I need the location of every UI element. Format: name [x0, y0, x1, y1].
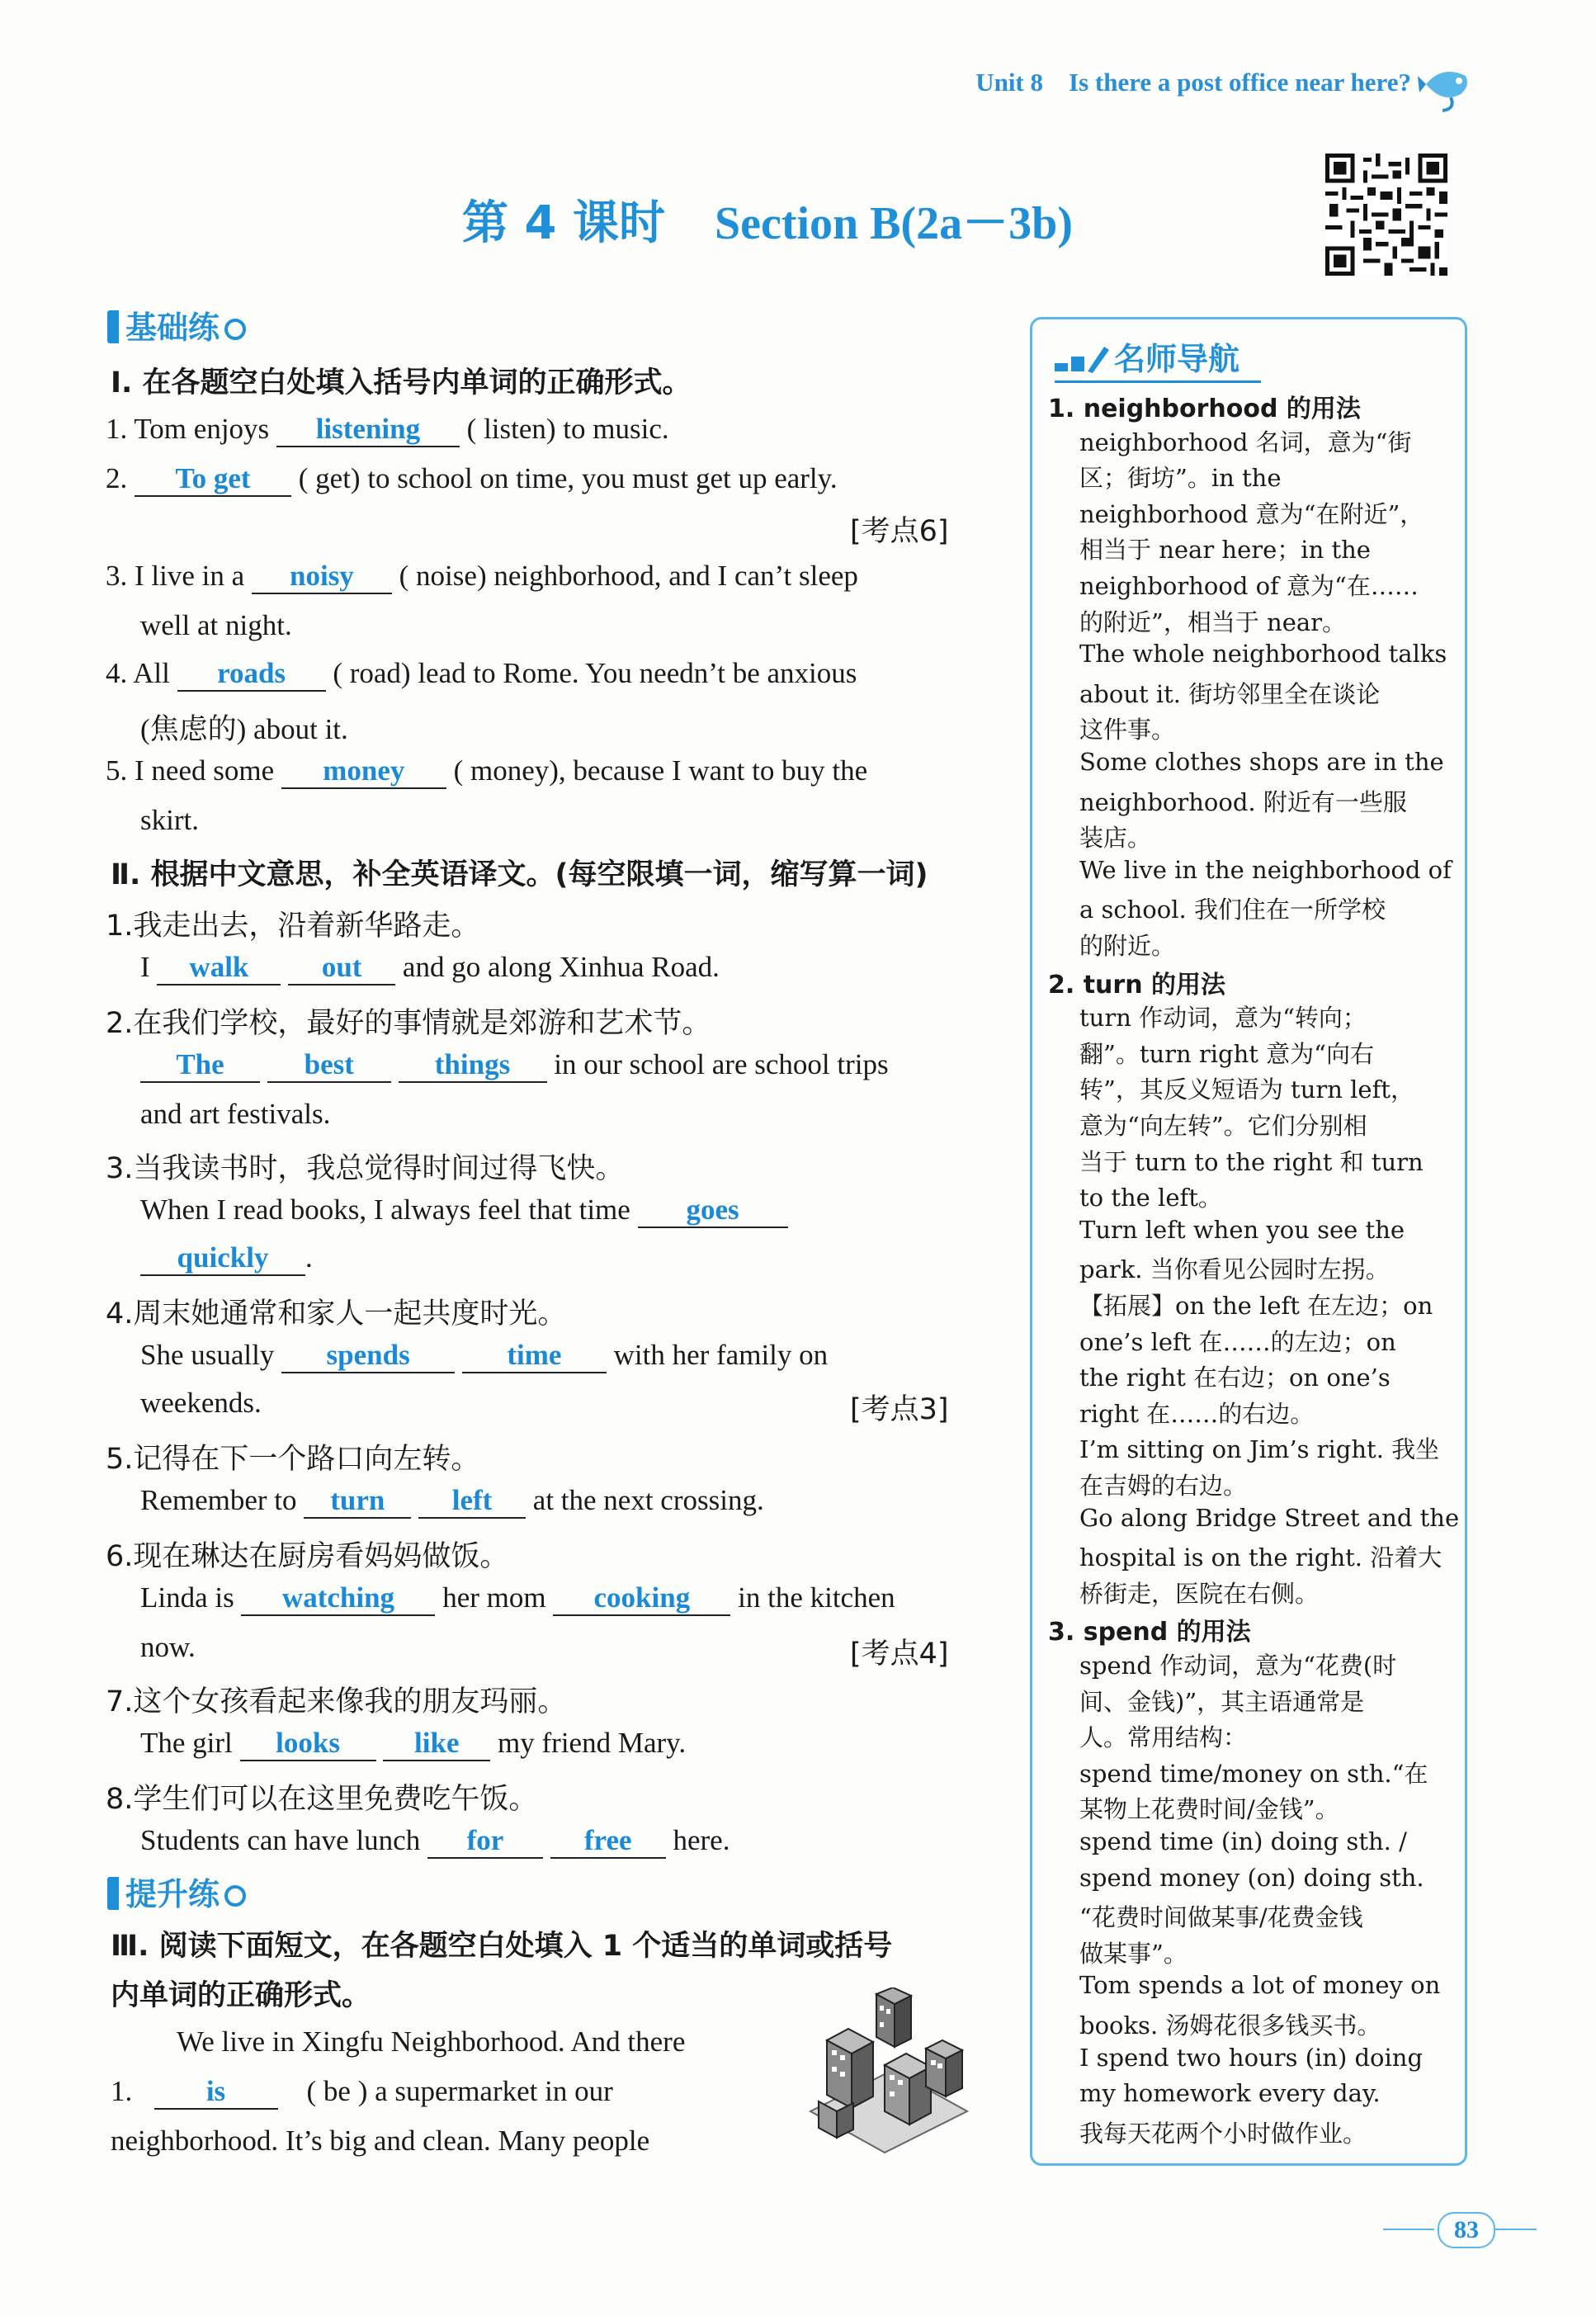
- guide-line: The whole neighborhood talks: [1079, 640, 1447, 669]
- exam-point-tag: [考点4]: [850, 1638, 949, 1671]
- guide-line: 相当于 near here；in the: [1079, 536, 1371, 565]
- answer-blank[interactable]: goes: [638, 1194, 788, 1228]
- part2-q6-en: Linda is watching her mom cooking in the kitchen: [140, 1581, 895, 1616]
- answer-blank[interactable]: like: [383, 1728, 490, 1761]
- guide-line: 间、金钱)”，其主语通常是: [1079, 1687, 1365, 1716]
- guide-point-heading: 2. turn 的用法: [1048, 970, 1226, 1000]
- answer-blank[interactable]: is: [154, 2076, 278, 2110]
- guide-line: neighborhood 名词，意为“街: [1079, 428, 1412, 456]
- buildings-illustration: [794, 1988, 984, 2162]
- guide-line: Tom spends a lot of money on: [1079, 1971, 1441, 2000]
- guide-line: 装店。: [1079, 824, 1152, 853]
- guide-line: 意为“向左转”。它们分别相: [1079, 1112, 1367, 1140]
- answer-blank[interactable]: free: [550, 1825, 666, 1859]
- basic-label: 基础练: [125, 310, 220, 346]
- part1-q4: 4. All roads ( road) lead to Rome. You needn’t be anxious: [106, 657, 857, 692]
- guide-line: I’m sitting on Jim’s right. 我坐: [1079, 1435, 1440, 1464]
- answer-blank[interactable]: out: [288, 952, 395, 985]
- part1-q5-cont: skirt.: [140, 804, 199, 836]
- guide-line: spend time/money on sth.“在: [1079, 1759, 1428, 1788]
- answer-blank[interactable]: cooking: [553, 1582, 730, 1616]
- advanced-practice-badge: [107, 1869, 246, 1914]
- guide-line: I spend two hours (in) doing: [1079, 2043, 1424, 2072]
- part3-passage-line2: 1. is ( be ) a supermarket in our: [111, 2075, 613, 2110]
- guide-line: Go along Bridge Street and the: [1079, 1503, 1460, 1532]
- part2-q2-en: The best things in our school are school trips: [140, 1048, 889, 1083]
- guide-line: 这件事。: [1079, 716, 1176, 744]
- guide-line: neighborhood of 意为“在……: [1079, 572, 1419, 600]
- guide-line: spend 作动词，意为“花费(时: [1079, 1652, 1397, 1680]
- part2-q3-cn: 3.当我读书时，我总觉得时间过得飞快。: [106, 1152, 625, 1185]
- guide-line: 区；街坊”。in the: [1079, 464, 1282, 493]
- part2-q5-en: Remember to turn left at the next crossing.: [140, 1484, 764, 1519]
- part2-q2-cn: 2.在我们学校，最好的事情就是郊游和艺术节。: [106, 1007, 711, 1040]
- guide-line: 某物上花费时间/金钱”。: [1079, 1795, 1339, 1824]
- part1-heading: Ⅰ. 在各题空白处填入括号内单词的正确形式。: [111, 366, 692, 399]
- page-number-rule-left: [1383, 2229, 1434, 2230]
- guide-line: 的附近”，相当于 near。: [1079, 607, 1347, 636]
- answer-blank[interactable]: walk: [157, 952, 281, 985]
- guide-line: spend money (on) doing sth.: [1079, 1863, 1424, 1892]
- part1-q5: 5. I need some money ( money), because I want to buy the: [106, 754, 867, 789]
- answer-blank[interactable]: quickly: [140, 1242, 305, 1276]
- exam-point-tag: [考点6]: [850, 515, 949, 548]
- guide-line: the right 在右边；on one’s: [1079, 1364, 1391, 1392]
- guide-line: to the left。: [1079, 1184, 1222, 1212]
- guide-line: We live in the neighborhood of: [1079, 855, 1452, 884]
- part2-q3-cont: quickly .: [140, 1241, 313, 1276]
- part1-q3-cont: well at night.: [140, 609, 292, 641]
- answer-blank[interactable]: To get: [135, 463, 291, 497]
- guide-line: 的附近。: [1079, 932, 1176, 960]
- part2-q4-en: She usually spends time with her family on: [140, 1339, 828, 1373]
- guide-line: 当于 turn to the right 和 turn: [1079, 1147, 1424, 1176]
- part2-q6-cont: now.: [140, 1631, 196, 1663]
- answer-blank[interactable]: for: [427, 1825, 543, 1859]
- page-title: [462, 187, 1073, 253]
- teacher-guide-title: [1055, 333, 1261, 383]
- part2-q4-cont: weekends.: [140, 1387, 262, 1419]
- advanced-label: 提升练: [125, 1876, 220, 1912]
- part1-q3: 3. I live in a noisy ( noise) neighborhood, and I can’t sleep: [106, 560, 858, 594]
- page-number: 83: [1438, 2212, 1495, 2248]
- guide-line: neighborhood 意为“在附近”，: [1079, 499, 1424, 528]
- guide-line: about it. 街坊邻里全在谈论: [1079, 679, 1381, 708]
- unit-title: Is there a post office near here?: [1069, 68, 1411, 97]
- answer-blank[interactable]: left: [418, 1485, 526, 1519]
- unit-label: Unit 8: [975, 68, 1044, 97]
- guide-line: Turn left when you see the: [1079, 1215, 1405, 1244]
- part2-q1-cn: 1.我走出去，沿着新华路走。: [106, 910, 480, 943]
- guide-line: right 在……的右边。: [1079, 1399, 1315, 1428]
- part2-q2-cont: and art festivals.: [140, 1098, 331, 1130]
- answer-blank[interactable]: turn: [304, 1485, 411, 1519]
- part2-q3-en: When I read books, I always feel that time goes: [140, 1193, 788, 1228]
- guide-line: 我每天花两个小时做作业。: [1079, 2119, 1367, 2148]
- basic-practice-badge: [107, 302, 246, 347]
- exam-point-tag: [考点3]: [850, 1393, 949, 1426]
- running-header: [891, 68, 1411, 97]
- guide-line: my homework every day.: [1079, 2079, 1381, 2108]
- guide-line: 【拓展】on the left 在左边；on: [1079, 1292, 1433, 1320]
- part3-heading-cont: 内单词的正确形式。: [111, 1979, 371, 2012]
- part2-q1-en: I walk out and go along Xinhua Road.: [140, 951, 720, 985]
- guide-line: park. 当你看见公园时左拐。: [1079, 1255, 1390, 1284]
- guide-line: 在吉姆的右边。: [1079, 1472, 1248, 1500]
- part2-q4-cn: 4.周末她通常和家人一起共度时光。: [106, 1297, 567, 1331]
- part1-q4-cont: (焦虑的) about it.: [140, 713, 348, 745]
- guide-line: hospital is on the right. 沿着大: [1079, 1543, 1443, 1572]
- answer-blank[interactable]: The: [140, 1049, 260, 1083]
- guide-line: turn 作动词，意为“转向；: [1079, 1004, 1367, 1033]
- guide-line: 翻”。turn right 意为“向右: [1079, 1039, 1374, 1068]
- part3-heading: Ⅲ. 阅读下面短文，在各题空白处填入 1 个适当的单词或括号: [111, 1930, 893, 1963]
- guide-line: 桥街走，医院在右侧。: [1079, 1579, 1320, 1608]
- guide-line: a school. 我们住在一所学校: [1079, 896, 1386, 924]
- part2-q7-cn: 7.这个女孩看起来像我的朋友玛丽。: [106, 1685, 567, 1718]
- part2-heading: Ⅱ. 根据中文意思，补全英语译文。(每空限填一词，缩写算一词): [111, 858, 928, 891]
- fish-icon: [1418, 59, 1476, 112]
- answer-blank[interactable]: roads: [177, 658, 326, 692]
- answer-blank[interactable]: time: [462, 1340, 607, 1373]
- guide-point-heading: 1. neighborhood 的用法: [1048, 395, 1361, 423]
- answer-blank[interactable]: noisy: [252, 560, 392, 594]
- guide-line: one’s left 在……的左边；on: [1079, 1327, 1396, 1356]
- answer-blank[interactable]: watching: [241, 1582, 435, 1616]
- part1-q1: 1. Tom enjoys listening ( listen) to music.: [106, 413, 669, 447]
- guide-line: 人。常用结构：: [1079, 1723, 1248, 1752]
- guide-line: 做某事”。: [1079, 1939, 1188, 1968]
- part2-q5-cn: 5.记得在下一个路口向左转。: [106, 1443, 480, 1476]
- answer-blank[interactable]: money: [281, 755, 446, 789]
- part3-passage-line3: neighborhood. It’s big and clean. Many people: [111, 2125, 650, 2157]
- part2-q7-en: The girl looks like my friend Mary.: [140, 1727, 686, 1761]
- guide-line: Some clothes shops are in the: [1079, 748, 1444, 776]
- lesson-label: 第 4 课时: [462, 196, 665, 250]
- qr-code-icon: [1325, 154, 1447, 276]
- pen-icon: [1055, 342, 1109, 375]
- part1-q2: 2. To get ( get) to school on time, you must get up early.: [106, 462, 838, 497]
- part2-q8-cn: 8.学生们可以在这里免费吃午饭。: [106, 1783, 538, 1816]
- page-number-rule-right: [1495, 2229, 1537, 2230]
- guide-point-heading: 3. spend 的用法: [1048, 1618, 1251, 1647]
- teacher-guide-label: 名师导航: [1114, 341, 1240, 377]
- part2-q8-en: Students can have lunch for free here.: [140, 1824, 730, 1859]
- answer-blank[interactable]: looks: [240, 1728, 376, 1761]
- part3-passage-line1: We live in Xingfu Neighborhood. And there: [177, 2025, 686, 2058]
- answer-blank[interactable]: listening: [276, 414, 460, 447]
- answer-blank[interactable]: best: [267, 1049, 391, 1083]
- guide-line: books. 汤姆花很多钱买书。: [1079, 2011, 1381, 2039]
- guide-line: “花费时间做某事/花费金钱: [1079, 1903, 1363, 1932]
- guide-line: spend time (in) doing sth. /: [1079, 1827, 1407, 1855]
- answer-blank[interactable]: things: [399, 1049, 547, 1083]
- part2-q6-cn: 6.现在琳达在厨房看妈妈做饭。: [106, 1540, 509, 1573]
- section-label: Section B(2a－3b): [714, 198, 1073, 249]
- answer-blank[interactable]: spends: [281, 1340, 455, 1373]
- guide-line: 转”，其反义短语为 turn left，: [1079, 1075, 1414, 1104]
- guide-line: neighborhood. 附近有一些服: [1079, 787, 1407, 816]
